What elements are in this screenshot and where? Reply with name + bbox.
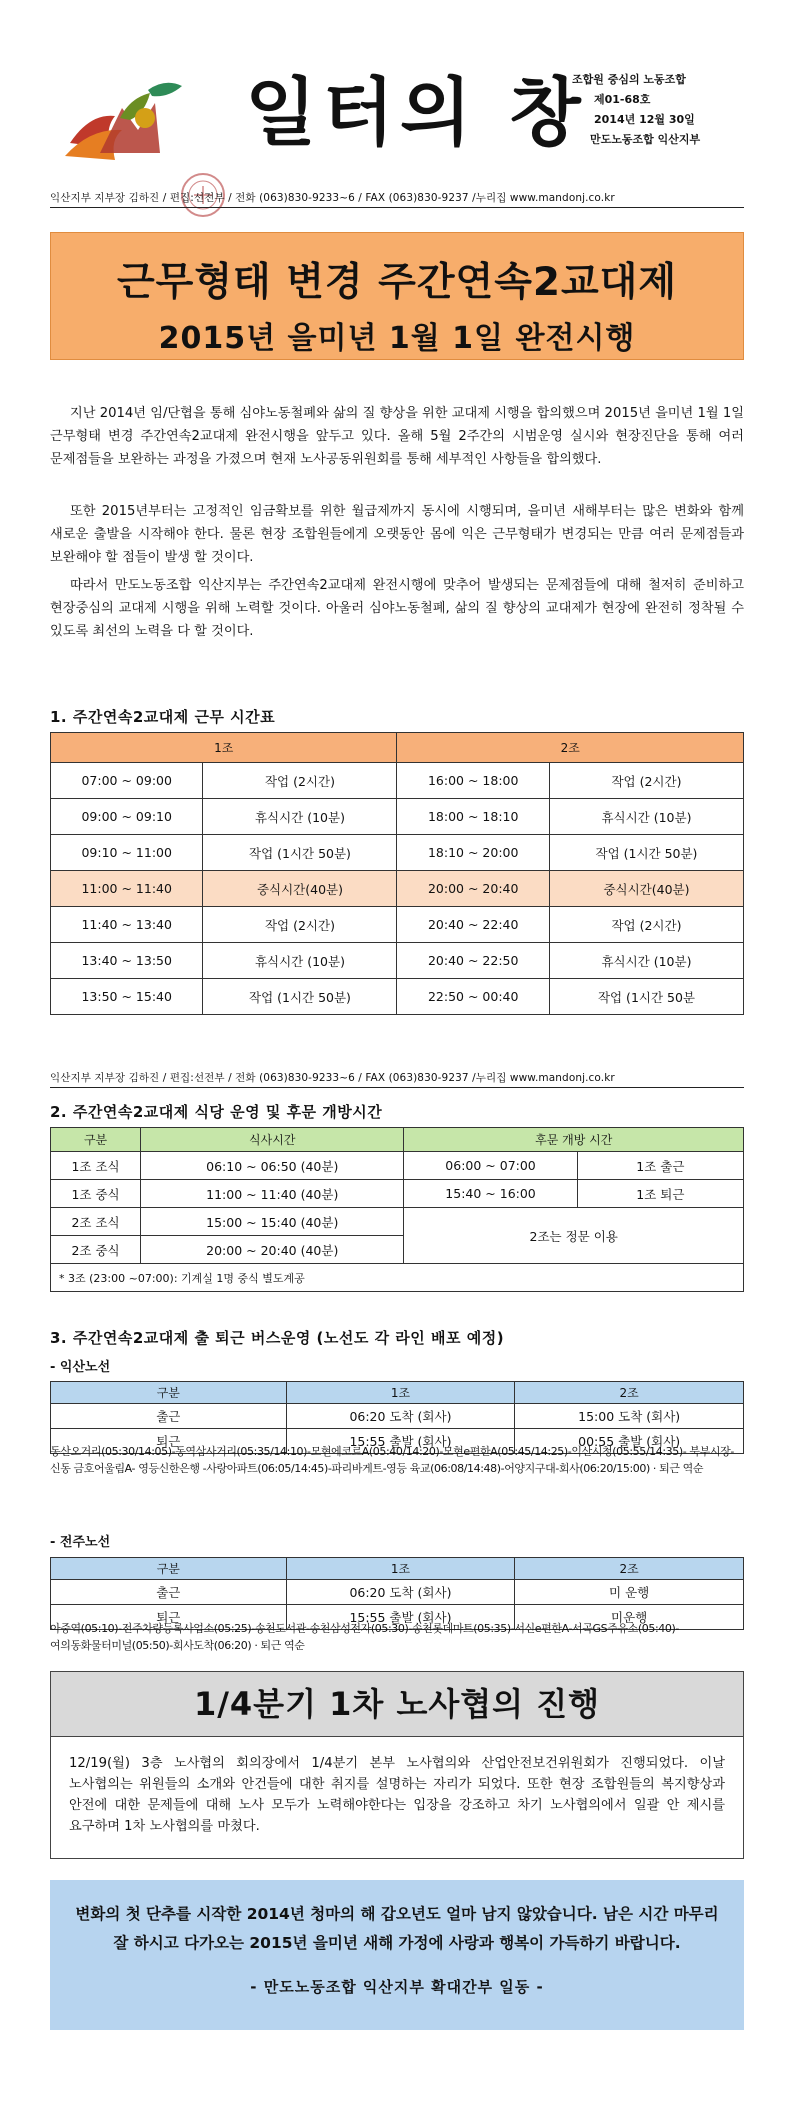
shift1-bus-time: 06:20 도착 (회사) — [286, 1404, 515, 1429]
shift2-time: 20:00 ~ 20:40 — [397, 871, 549, 907]
table-row — [51, 943, 744, 979]
header-shift-2: 2조 — [515, 1558, 744, 1580]
body-paragraph: 따라서 만도노동조합 익산지부는 주간연속2교대제 완전시행에 맞추어 발생되는 문제점들에 대해 철저히 준비하고 현장중심의 교대제 시행을 위해 노력할 것이다. 아울러 심야노동철폐, 삶의 질 향상의 교대제가 현장에 완전히 정착될 수 있도록 최선의 노력을 다 할 것이다. — [50, 578, 744, 639]
shift1-activity: 작업 (2시간) — [203, 907, 397, 943]
headline-sub: 2015년 을미년 1월 1일 완전시행 — [158, 321, 636, 356]
table-row — [51, 979, 744, 1015]
shift2-activity: 휴식시간 (10분) — [549, 943, 743, 979]
header-category: 구분 — [51, 1558, 287, 1580]
shift2-bus-time: 미운행 — [515, 1605, 744, 1630]
cafeteria-gate-table — [50, 1127, 744, 1292]
body-paragraph: 지난 2014년 임/단협을 통해 심야노동철폐와 삶의 질 향상을 위한 교대제 시행을 합의했으며 2015년 을미년 1월 1일 근무형태 변경 주간연속2교대제 완전시행을 앞두고 있다. 올해 5월 2주간의 시범운영 실시와 현장진단을 통해 여러 문제점들을 보완하는 과정을 가졌으며 현재 노사공동위원회를 통해 세부적인 사항들을 합의했다. — [50, 406, 744, 467]
header-category: 구분 — [51, 1382, 287, 1404]
shift1-bus-time: 15:55 출발 (회사) — [286, 1605, 515, 1630]
masthead — [50, 60, 744, 175]
table-row — [51, 799, 744, 835]
issue-date: 2014년 12월 30일 — [594, 113, 695, 126]
shift2-activity: 작업 (1시간 50분) — [549, 835, 743, 871]
closing-box — [50, 1880, 744, 2030]
shift-schedule-table — [50, 732, 744, 1015]
headline-box — [50, 232, 744, 360]
gate-time: 06:00 ~ 07:00 — [404, 1152, 577, 1180]
subtitle-iksan-route: - 익산노선 — [50, 1360, 111, 1375]
branch-name: 만도노동조합 익산지부 — [590, 133, 701, 146]
closing-message: 변화의 첫 단추를 시작한 2014년 청마의 해 갑오년도 얼마 남지 않았습니다. 남은 시간 마무리 잘 하시고 다가오는 2015년 을미년 새해 가정에 사랑과 행복이 가득하기 바랍니다. — [75, 1905, 719, 1952]
shift2-time: 20:40 ~ 22:50 — [397, 943, 549, 979]
section-title-schedule: 1. 주간연속2교대제 근무 시간표 — [50, 708, 276, 726]
shift2-activity: 휴식시간 (10분) — [549, 799, 743, 835]
shift2-time: 20:40 ~ 22:40 — [397, 907, 549, 943]
meal-time: 15:00 ~ 15:40 (40분) — [141, 1208, 404, 1236]
header-shift-1: 1조 — [51, 733, 397, 763]
shift1-activity: 휴식시간 (10분) — [203, 943, 397, 979]
shift1-activity: 작업 (1시간 50분) — [203, 835, 397, 871]
shift2-activity: 작업 (2시간) — [549, 907, 743, 943]
contact-line: 익산지부 지부장 김하진 / 편집:선전부 / 전화 (063)830-9233~6 / FAX (063)830-9237 /누리집 www.mandonj.co.kr — [50, 1070, 744, 1088]
gate-label: 1조 출근 — [577, 1152, 743, 1180]
newsletter-title: 일터의 창 — [245, 70, 587, 156]
org-slogan: 조합원 중심의 노동조합 — [572, 73, 686, 86]
header-shift-1: 1조 — [286, 1558, 515, 1580]
table-row — [51, 1404, 744, 1429]
table-row-lunch — [51, 871, 744, 907]
gate-note: 2조는 정문 이용 — [404, 1208, 744, 1264]
shift2-bus-time: 미 운행 — [515, 1580, 744, 1605]
row-label: 퇴근 — [51, 1429, 287, 1454]
shift2-time: 18:00 ~ 18:10 — [397, 799, 549, 835]
table-row — [51, 1580, 744, 1605]
table-footnote-row — [51, 1264, 744, 1292]
issue-number: 제01-68호 — [594, 93, 651, 106]
row-label: 1조 조식 — [51, 1152, 141, 1180]
union-logo-icon — [60, 68, 190, 163]
shift1-time: 09:00 ~ 09:10 — [51, 799, 203, 835]
jeonju-route-stops: 아중역(05:10)-전주차량등록사업소(05:25)-송천도서관-송천삼성전자(05:30)-송천롯데마트(05:35)-서신e편한A-서곡GS주유소(05:40)-여의동화물터미널(05:50)-회사도착(06:20) · 퇴근 역순 — [50, 1622, 679, 1652]
table-row — [51, 1152, 744, 1180]
meal-time: 11:00 ~ 11:40 (40분) — [141, 1180, 404, 1208]
meal-time: 20:00 ~ 20:40 (40분) — [141, 1236, 404, 1264]
shift1-time: 07:00 ~ 09:00 — [51, 763, 203, 799]
meeting-body: 12/19(월) 3층 노사협의 회의장에서 1/4분기 본부 노사협의와 산업안전보건위원회가 진행되었다. 이날 노사협의는 위원들의 소개와 안건들에 대한 취지를 설명하는 자리가 되었다. 또한 현장 조합원들의 복지향상과 안전에 대한 문제들에 대해 노사 모두가 노력해야한다는 입장을 강조하고 차기 노사협의에서 일괄 안 제시를 요구하며 1차 노사협의를 마쳤다. — [50, 1737, 744, 1859]
meeting-title: 1/4분기 1차 노사협의 진행 — [50, 1671, 744, 1737]
row-label: 1조 중식 — [51, 1180, 141, 1208]
table-row — [51, 1208, 744, 1236]
row-label: 출근 — [51, 1580, 287, 1605]
header-meal-time: 식사시간 — [141, 1128, 404, 1152]
issue-meta — [550, 70, 720, 150]
table-row — [51, 835, 744, 871]
header-gate-time: 후문 개방 시간 — [404, 1128, 744, 1152]
meal-time: 06:10 ~ 06:50 (40분) — [141, 1152, 404, 1180]
shift1-time: 13:40 ~ 13:50 — [51, 943, 203, 979]
shift2-time: 22:50 ~ 00:40 — [397, 979, 549, 1015]
body-paragraph: 또한 2015년부터는 고정적인 임금확보를 위한 월급제까지 동시에 시행되며, 을미년 새해부터는 많은 변화와 함께 새로운 출발을 시작해야 한다. 물론 현장 조합원들에게 오랫동안 몸에 익은 근무형태가 변경되는 만큼 여러 문제점들과 보완해야 할 점들이 발생 할 것이다. — [50, 504, 744, 565]
header-shift-1: 1조 — [286, 1382, 515, 1404]
shift1-time: 11:00 ~ 11:40 — [51, 871, 203, 907]
table-header-row — [51, 1558, 744, 1580]
closing-signature: - 만도노동조합 익산지부 확대간부 일동 - — [250, 1978, 544, 1996]
contact-line: 익산지부 지부장 김하진 / 편집:선전부 / 전화 (063)830-9233~6 / FAX (063)830-9237 /누리집 www.mandonj.co.kr — [50, 190, 744, 208]
shift2-activity: 작업 (2시간) — [549, 763, 743, 799]
shift1-bus-time: 15:55 출발 (회사) — [286, 1429, 515, 1454]
table-header-row — [51, 1382, 744, 1404]
table-row — [51, 1180, 744, 1208]
row-label: 2조 중식 — [51, 1236, 141, 1264]
shift1-activity: 중식시간(40분) — [203, 871, 397, 907]
shift2-bus-time: 00:55 출발 (회사) — [515, 1429, 744, 1454]
shift1-time: 13:50 ~ 15:40 — [51, 979, 203, 1015]
header-shift-2: 2조 — [515, 1382, 744, 1404]
shift2-time: 16:00 ~ 18:00 — [397, 763, 549, 799]
shift1-activity: 작업 (1시간 50분) — [203, 979, 397, 1015]
iksan-route-stops: 동산오거리(05:30/14:05)-동역삼사거리(05:35/14:10)-모현에코르A(05:40/14:20)-모현e편한A(05:45/14:25)-익산시청(05:55/14:35)- 북부시장-신동 금호어울림A- 영등신한은행 -사랑아파트(06:05/14:45)-파리바게트-영등 육교(06:08/14:48)-어양지구대-회사(06:20/15:00) · 퇴근 역순 — [50, 1445, 734, 1475]
headline-main: 근무형태 변경 주간연속2교대제 — [116, 260, 678, 305]
shift2-activity: 중식시간(40분) — [549, 871, 743, 907]
shift1-activity: 작업 (2시간) — [203, 763, 397, 799]
gate-label: 1조 퇴근 — [577, 1180, 743, 1208]
shift2-bus-time: 15:00 도착 (회사) — [515, 1404, 744, 1429]
table-footnote: * 3조 (23:00 ~07:00): 기계실 1명 중식 별도계공 — [51, 1264, 744, 1292]
shift1-bus-time: 06:20 도착 (회사) — [286, 1580, 515, 1605]
section-title-cafeteria: 2. 주간연속2교대제 식당 운영 및 후문 개방시간 — [50, 1103, 383, 1121]
shift2-time: 18:10 ~ 20:00 — [397, 835, 549, 871]
shift1-activity: 휴식시간 (10분) — [203, 799, 397, 835]
row-label: 출근 — [51, 1404, 287, 1429]
subtitle-jeonju-route: - 전주노선 — [50, 1535, 111, 1550]
table-row — [51, 907, 744, 943]
header-shift-2: 2조 — [397, 733, 744, 763]
table-row — [51, 763, 744, 799]
shift1-time: 09:10 ~ 11:00 — [51, 835, 203, 871]
row-label: 2조 조식 — [51, 1208, 141, 1236]
table-header-row — [51, 1128, 744, 1152]
shift1-time: 11:40 ~ 13:40 — [51, 907, 203, 943]
table-header-row — [51, 733, 744, 763]
row-label: 퇴근 — [51, 1605, 287, 1630]
header-category: 구분 — [51, 1128, 141, 1152]
shift2-activity: 작업 (1시간 50분 — [549, 979, 743, 1015]
section-title-bus: 3. 주간연속2교대제 출 퇴근 버스운영 (노선도 각 라인 배포 예정) — [50, 1329, 505, 1347]
gate-time: 15:40 ~ 16:00 — [404, 1180, 577, 1208]
